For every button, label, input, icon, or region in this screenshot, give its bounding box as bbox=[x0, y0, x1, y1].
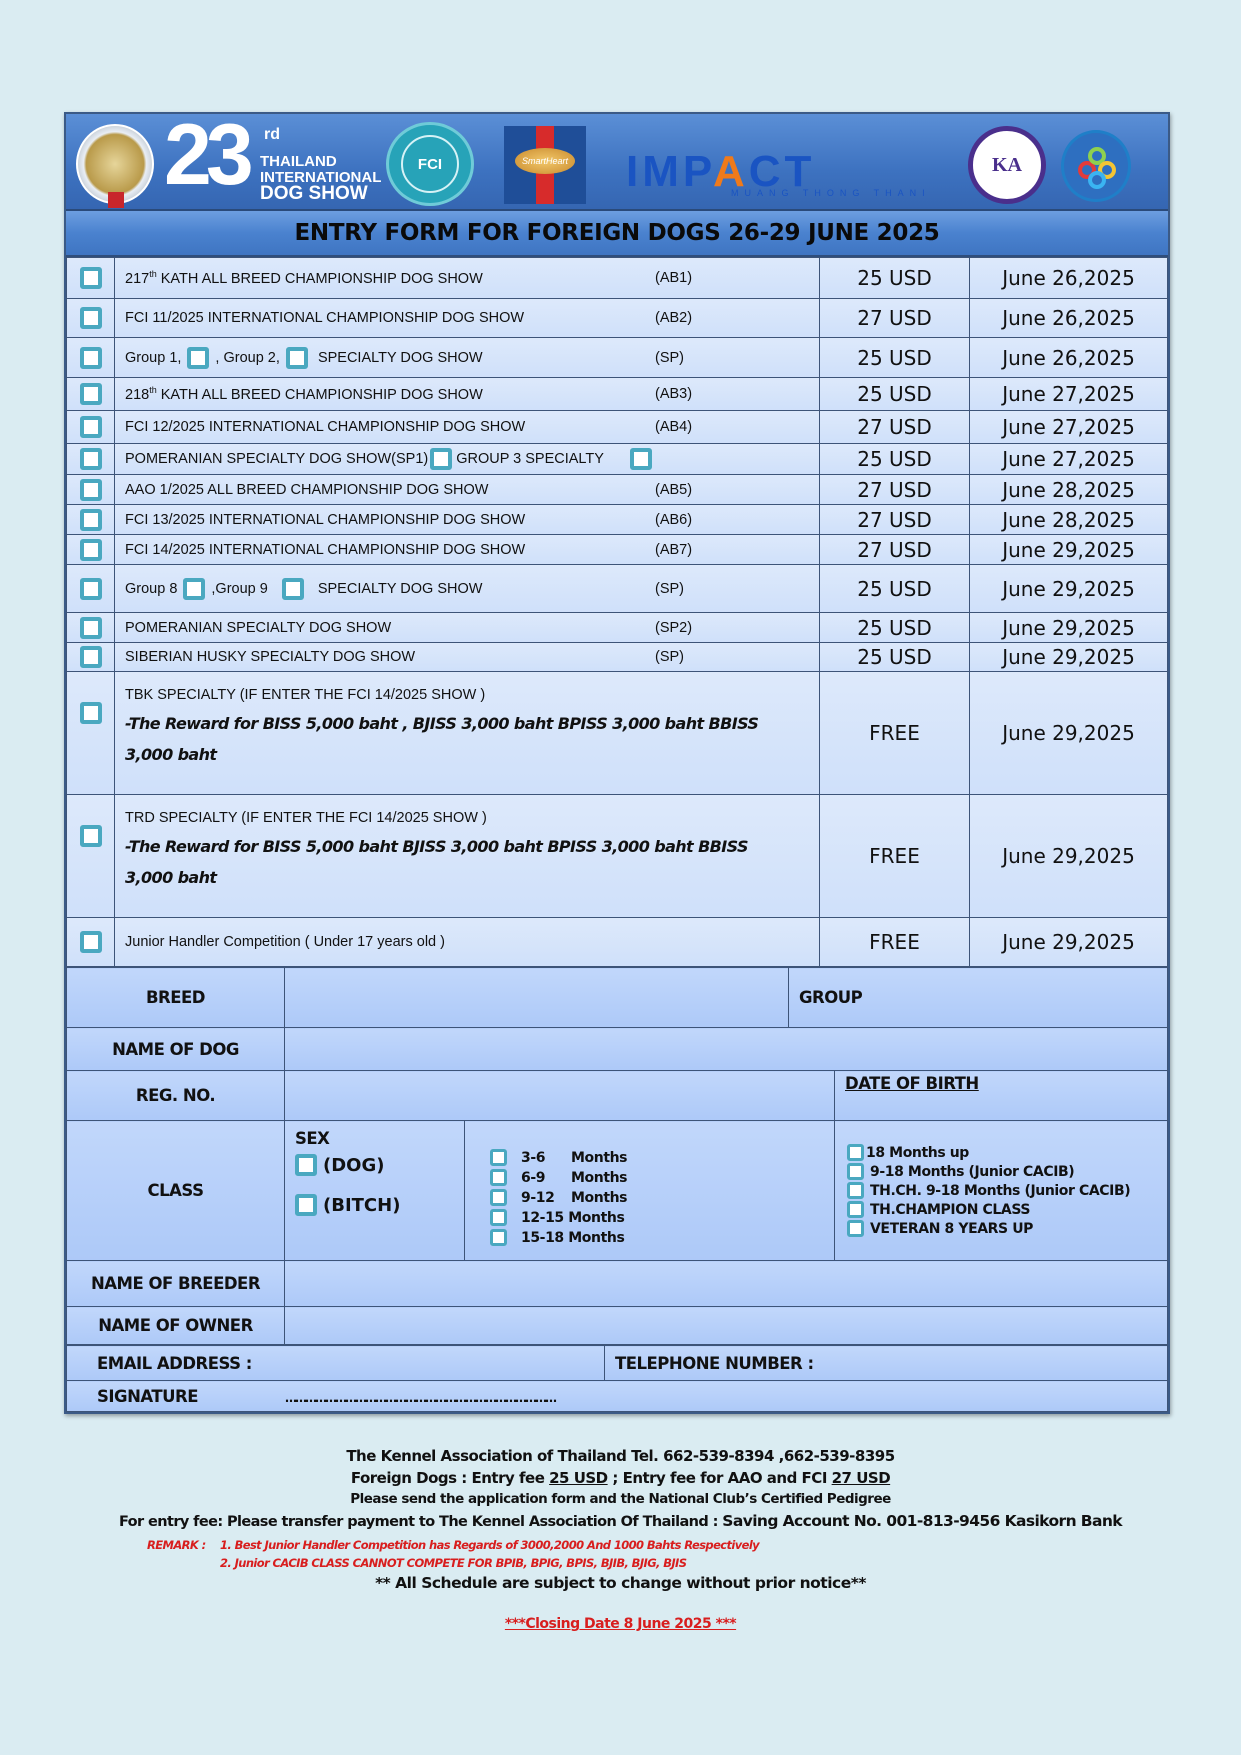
show-fee: FREE bbox=[820, 918, 970, 967]
show-date: June 29,2025 bbox=[970, 565, 1168, 613]
venue-subtitle: MUANG THONG THANI bbox=[731, 188, 931, 198]
age-unit: Months bbox=[568, 1209, 625, 1226]
show-fee: 27 USD bbox=[820, 299, 970, 338]
show-name: POMERANIAN SPECIALTY DOG SHOW bbox=[125, 619, 392, 636]
show-row bbox=[67, 258, 1168, 299]
age-class-option[interactable] bbox=[490, 1148, 834, 1168]
show-code: (SP) bbox=[655, 580, 684, 597]
group-label: GROUP bbox=[799, 988, 863, 1007]
adult-class-option[interactable] bbox=[847, 1181, 1167, 1200]
email-label: EMAIL ADDRESS : bbox=[97, 1353, 252, 1373]
sex-cell bbox=[285, 1121, 465, 1261]
show-date: June 29,2025 bbox=[970, 613, 1168, 643]
owner-label: NAME OF OWNER bbox=[67, 1307, 285, 1345]
age-class-checkbox[interactable] bbox=[490, 1229, 507, 1246]
age-range: 3-6 bbox=[521, 1149, 546, 1166]
show-code: (AB6) bbox=[655, 511, 693, 528]
show-row bbox=[67, 795, 1168, 918]
ordinal-suffix: th bbox=[149, 385, 157, 396]
show-date: June 26,2025 bbox=[970, 338, 1168, 378]
show-code: (SP) bbox=[655, 649, 684, 665]
group-9-checkbox[interactable] bbox=[282, 578, 304, 600]
show-row bbox=[67, 411, 1168, 444]
breed-field[interactable] bbox=[285, 968, 789, 1028]
show-code: (SP) bbox=[655, 349, 684, 366]
show-date: June 27,2025 bbox=[970, 411, 1168, 444]
show-checkbox-ab6[interactable] bbox=[80, 509, 102, 531]
show-name: Junior Handler Competition ( Under 17 years old ) bbox=[115, 918, 820, 967]
entry-form bbox=[64, 107, 1170, 1414]
reward-text: -The Reward for BISS 5,000 baht BJISS 3,000 baht BPISS 3,000 baht BBISS 3,000 baht bbox=[125, 837, 748, 887]
show-checkbox-junior-handler[interactable] bbox=[80, 931, 102, 953]
show-checkbox-ab1[interactable] bbox=[80, 267, 102, 289]
adult-class-option[interactable] bbox=[847, 1219, 1167, 1238]
smartheart-logo bbox=[504, 126, 586, 204]
show-checkbox-sp2[interactable] bbox=[80, 617, 102, 639]
adult-class-label: 18 Months up bbox=[866, 1144, 969, 1161]
show-row bbox=[67, 475, 1168, 505]
group-field[interactable] bbox=[789, 968, 1168, 1028]
show-name: KATH ALL BREED CHAMPIONSHIP DOG SHOW bbox=[160, 270, 483, 287]
age-range: 15-18 bbox=[521, 1229, 564, 1246]
age-class-checkbox[interactable] bbox=[490, 1189, 507, 1206]
adult-class-label: VETERAN 8 YEARS UP bbox=[870, 1220, 1034, 1237]
form-title: ENTRY FORM FOR FOREIGN DOGS 26-29 JUNE 2025 bbox=[66, 211, 1168, 257]
show-row bbox=[67, 338, 1168, 378]
show-fee: 25 USD bbox=[820, 643, 970, 672]
age-class-option[interactable] bbox=[490, 1208, 834, 1228]
show-row bbox=[67, 444, 1168, 475]
show-name: FCI 11/2025 INTERNATIONAL CHAMPIONSHIP DOG SHOW bbox=[125, 310, 525, 326]
show-name-part: GROUP 3 SPECIALTY bbox=[456, 450, 604, 467]
show-checkbox-pomeranian-sp1[interactable] bbox=[80, 448, 102, 470]
show-date: June 26,2025 bbox=[970, 258, 1168, 299]
show-date: June 26,2025 bbox=[970, 299, 1168, 338]
fee-prefix: Foreign Dogs : Entry fee bbox=[350, 1469, 550, 1487]
show-name-part: ,Group 9 bbox=[211, 580, 268, 597]
payment-prefix: For entry fee: Please transfer payment to The Kennel Association Of Thailand : bbox=[118, 1514, 723, 1530]
age-range: 6-9 bbox=[521, 1169, 546, 1186]
payment-info bbox=[0, 1512, 1241, 1532]
show-checkbox-ab4[interactable] bbox=[80, 416, 102, 438]
show-code: (AB5) bbox=[655, 481, 693, 498]
sp1-checkbox[interactable] bbox=[430, 448, 452, 470]
show-checkbox-sp-group-1-2[interactable] bbox=[80, 347, 102, 369]
age-range: 12-15 bbox=[521, 1209, 564, 1226]
age-class-checkbox[interactable] bbox=[490, 1149, 507, 1166]
show-name: SIBERIAN HUSKY SPECIALTY DOG SHOW bbox=[125, 649, 416, 665]
adult-class-checkbox[interactable] bbox=[847, 1163, 864, 1180]
age-unit: Months bbox=[568, 1229, 625, 1246]
dob-label: DATE OF BIRTH bbox=[845, 1074, 979, 1093]
show-date: June 29,2025 bbox=[970, 643, 1168, 672]
event-line-2: INTERNATIONAL bbox=[260, 169, 382, 186]
show-checkbox-ab5[interactable] bbox=[80, 479, 102, 501]
show-checkbox-ab2[interactable] bbox=[80, 307, 102, 329]
shows-table bbox=[66, 257, 1168, 967]
fci-logo-text: FCI bbox=[417, 155, 443, 173]
dob-field[interactable] bbox=[835, 1071, 1168, 1121]
sex-option-dog[interactable] bbox=[295, 1154, 464, 1176]
event-title-logo bbox=[164, 107, 382, 208]
show-date: June 29,2025 bbox=[970, 535, 1168, 565]
show-name: TBK SPECIALTY (IF ENTER THE FCI 14/2025 SHOW ) bbox=[125, 687, 486, 703]
fee-middle: ; Entry fee for AAO and FCI bbox=[607, 1469, 832, 1487]
show-name-part: POMERANIAN SPECIALTY DOG SHOW(SP1) bbox=[125, 450, 429, 467]
show-name: AAO 1/2025 ALL BREED CHAMPIONSHIP DOG SHOW bbox=[125, 481, 489, 498]
show-date: June 29,2025 bbox=[970, 918, 1168, 967]
event-line-3: DOG SHOW bbox=[260, 183, 368, 204]
show-fee: 27 USD bbox=[820, 535, 970, 565]
show-fee: FREE bbox=[820, 672, 970, 795]
show-code: (AB3) bbox=[655, 386, 693, 402]
group-2-checkbox[interactable] bbox=[286, 347, 308, 369]
asia-africa-oceania-logo bbox=[1061, 130, 1131, 202]
sponsor-medal: SmartHeart bbox=[515, 148, 575, 174]
show-name-part: Group 1, bbox=[125, 349, 182, 366]
show-fee: 25 USD bbox=[820, 613, 970, 643]
show-row bbox=[67, 505, 1168, 535]
kennel-logo-text: KA bbox=[992, 153, 1022, 176]
show-name-part: , Group 2, bbox=[215, 349, 280, 366]
remark-text: 1. Best Junior Handler Competition has Regards of 3000,2000 And 1000 Bahts Respectively bbox=[220, 1538, 760, 1552]
dog-checkbox[interactable] bbox=[295, 1154, 317, 1176]
show-fee: FREE bbox=[820, 795, 970, 918]
fee-standard: 25 USD bbox=[549, 1469, 608, 1487]
show-checkbox-ab3[interactable] bbox=[80, 383, 102, 405]
contact-table bbox=[66, 1345, 1168, 1412]
show-date: June 28,2025 bbox=[970, 505, 1168, 535]
venue-word-accent: A bbox=[712, 147, 749, 196]
show-code: (AB2) bbox=[655, 310, 693, 326]
breed-label: BREED bbox=[67, 968, 285, 1028]
adult-class-label: 9-18 Months (Junior CACIB) bbox=[870, 1163, 1075, 1180]
show-row bbox=[67, 378, 1168, 411]
group-3-checkbox[interactable] bbox=[630, 448, 652, 470]
show-fee: 25 USD bbox=[820, 258, 970, 299]
show-name-part: SPECIALTY DOG SHOW bbox=[317, 349, 483, 366]
signature-field[interactable] bbox=[67, 1381, 1168, 1412]
age-class-option[interactable] bbox=[490, 1188, 834, 1208]
show-row bbox=[67, 565, 1168, 613]
closing-date bbox=[0, 1616, 1241, 1632]
edition-number: 23 bbox=[164, 107, 248, 203]
show-fee: 27 USD bbox=[820, 411, 970, 444]
signature-line: ……………………………………………………………………… bbox=[285, 1390, 555, 1405]
show-checkbox-sp-group-8-9[interactable] bbox=[80, 578, 102, 600]
pedigree-note: Please send the application form and the National Club’s Certified Pedigree bbox=[350, 1491, 891, 1507]
show-checkbox-ab7[interactable] bbox=[80, 539, 102, 561]
show-fee: 27 USD bbox=[820, 505, 970, 535]
edition-suffix: rd bbox=[264, 126, 280, 143]
breeder-label: NAME OF BREEDER bbox=[67, 1261, 285, 1307]
show-ordinal: 217 bbox=[125, 270, 150, 287]
sex-option-bitch[interactable] bbox=[295, 1194, 464, 1216]
event-line-1: THAILAND bbox=[260, 153, 337, 170]
group-8-checkbox[interactable] bbox=[183, 578, 205, 600]
show-row bbox=[67, 672, 1168, 795]
show-fee: 27 USD bbox=[820, 475, 970, 505]
show-checkbox-husky-sp[interactable] bbox=[80, 646, 102, 668]
adult-class-cell bbox=[835, 1121, 1168, 1261]
phone-label: TELEPHONE NUMBER : bbox=[615, 1353, 814, 1373]
age-class-checkbox[interactable] bbox=[490, 1169, 507, 1186]
show-date: June 29,2025 bbox=[970, 795, 1168, 918]
contact-info: The Kennel Association of Thailand Tel. 662-539-8394 ,662-539-8395 bbox=[346, 1447, 895, 1465]
show-checkbox-tbk-specialty[interactable] bbox=[80, 702, 102, 724]
show-name: TRD SPECIALTY (IF ENTER THE FCI 14/2025 SHOW ) bbox=[125, 810, 487, 826]
show-fee: 25 USD bbox=[820, 338, 970, 378]
show-name-part: Group 8 bbox=[125, 580, 178, 597]
show-row bbox=[67, 535, 1168, 565]
dog-name-label: NAME OF DOG bbox=[67, 1028, 285, 1071]
adult-class-label: TH.CH. 9-18 Months (Junior CACIB) bbox=[870, 1182, 1131, 1199]
show-name: FCI 14/2025 INTERNATIONAL CHAMPIONSHIP DOG SHOW bbox=[125, 541, 526, 558]
show-row bbox=[67, 918, 1168, 967]
show-checkbox-trd-specialty[interactable] bbox=[80, 825, 102, 847]
show-row bbox=[67, 643, 1168, 672]
remark-2: 2. Junior CACIB CLASS CANNOT COMPETE FOR BPIB, BPIG, BPIS, BJIB, BJIG, BJIS bbox=[220, 1556, 687, 1570]
adult-class-option[interactable] bbox=[847, 1162, 1167, 1181]
header-banner bbox=[66, 107, 1168, 211]
fee-aao-fci: 27 USD bbox=[831, 1469, 891, 1487]
show-row bbox=[67, 299, 1168, 338]
closing-date-text: ***Closing Date 8 June 2025 *** bbox=[504, 1616, 737, 1632]
show-fee: 25 USD bbox=[820, 565, 970, 613]
show-name: KATH ALL BREED CHAMPIONSHIP DOG SHOW bbox=[160, 386, 483, 403]
dog-name-field[interactable] bbox=[285, 1028, 1168, 1071]
payment-account: Saving Account No. 001-813-9456 Kasikorn Bank bbox=[722, 1512, 1123, 1530]
adult-class-option[interactable] bbox=[847, 1200, 1167, 1219]
signature-label: SIGNATURE bbox=[97, 1386, 198, 1406]
age-range: 9-12 bbox=[521, 1189, 555, 1206]
remark-1 bbox=[147, 1538, 759, 1552]
class-label: CLASS bbox=[67, 1121, 285, 1261]
footer-notes bbox=[0, 1447, 1241, 1632]
show-date: June 27,2025 bbox=[970, 378, 1168, 411]
kennel-association-logo bbox=[968, 126, 1046, 204]
breeder-field[interactable] bbox=[285, 1261, 1168, 1307]
show-ordinal: 218 bbox=[125, 386, 150, 403]
show-name: FCI 12/2025 INTERNATIONAL CHAMPIONSHIP DOG SHOW bbox=[125, 419, 526, 435]
sex-label: SEX bbox=[295, 1129, 330, 1148]
email-field[interactable] bbox=[67, 1346, 605, 1381]
show-name-part: SPECIALTY DOG SHOW bbox=[317, 580, 483, 597]
show-row bbox=[67, 613, 1168, 643]
adult-class-checkbox[interactable] bbox=[847, 1220, 864, 1237]
thailand-international-dog-show-logo bbox=[76, 124, 154, 204]
schedule-notice: ** All Schedule are subject to change without prior notice** bbox=[375, 1574, 866, 1592]
reg-no-field[interactable] bbox=[285, 1071, 835, 1121]
bitch-checkbox[interactable] bbox=[295, 1194, 317, 1216]
phone-field[interactable] bbox=[605, 1346, 1168, 1381]
sex-option-label: (DOG) bbox=[323, 1154, 385, 1176]
age-unit: Months bbox=[571, 1149, 628, 1166]
show-fee: 25 USD bbox=[820, 444, 970, 475]
reward-text: -The Reward for BISS 5,000 baht , BJISS 3,000 baht BPISS 3,000 baht BBISS 3,000 baht bbox=[125, 714, 759, 764]
show-date: June 29,2025 bbox=[970, 672, 1168, 795]
adult-class-option[interactable] bbox=[847, 1143, 1167, 1162]
show-code: (AB7) bbox=[655, 541, 693, 558]
dog-details-table bbox=[66, 967, 1168, 1345]
fci-logo bbox=[386, 122, 474, 206]
venue-word-end: CT bbox=[748, 147, 816, 196]
sex-option-label: (BITCH) bbox=[323, 1194, 401, 1216]
show-code: (AB1) bbox=[655, 270, 693, 286]
adult-class-label: TH.CHAMPION CLASS bbox=[870, 1201, 1031, 1218]
show-fee: 25 USD bbox=[820, 378, 970, 411]
group-1-checkbox[interactable] bbox=[187, 347, 209, 369]
fee-info bbox=[0, 1469, 1241, 1491]
impact-venue-logo bbox=[626, 147, 936, 202]
adult-class-checkbox[interactable] bbox=[847, 1144, 864, 1161]
age-class-option[interactable] bbox=[490, 1228, 834, 1248]
age-unit: Months bbox=[571, 1169, 628, 1186]
show-name: FCI 13/2025 INTERNATIONAL CHAMPIONSHIP DOG SHOW bbox=[125, 511, 526, 528]
ordinal-suffix: th bbox=[149, 269, 157, 280]
venue-word-start: IMP bbox=[626, 147, 713, 196]
age-class-cell bbox=[465, 1121, 835, 1261]
globe-icon bbox=[401, 135, 459, 193]
age-class-checkbox[interactable] bbox=[490, 1209, 507, 1226]
show-date: June 28,2025 bbox=[970, 475, 1168, 505]
show-code: (AB4) bbox=[655, 419, 693, 435]
reg-no-label: REG. NO. bbox=[67, 1071, 285, 1121]
remark-label: REMARK : bbox=[147, 1538, 206, 1552]
show-code: (SP2) bbox=[655, 619, 693, 636]
age-unit: Months bbox=[571, 1189, 628, 1206]
adult-class-checkbox[interactable] bbox=[847, 1182, 864, 1199]
show-date: June 27,2025 bbox=[970, 444, 1168, 475]
owner-field[interactable] bbox=[285, 1307, 1168, 1345]
adult-class-checkbox[interactable] bbox=[847, 1201, 864, 1218]
age-class-option[interactable] bbox=[490, 1168, 834, 1188]
